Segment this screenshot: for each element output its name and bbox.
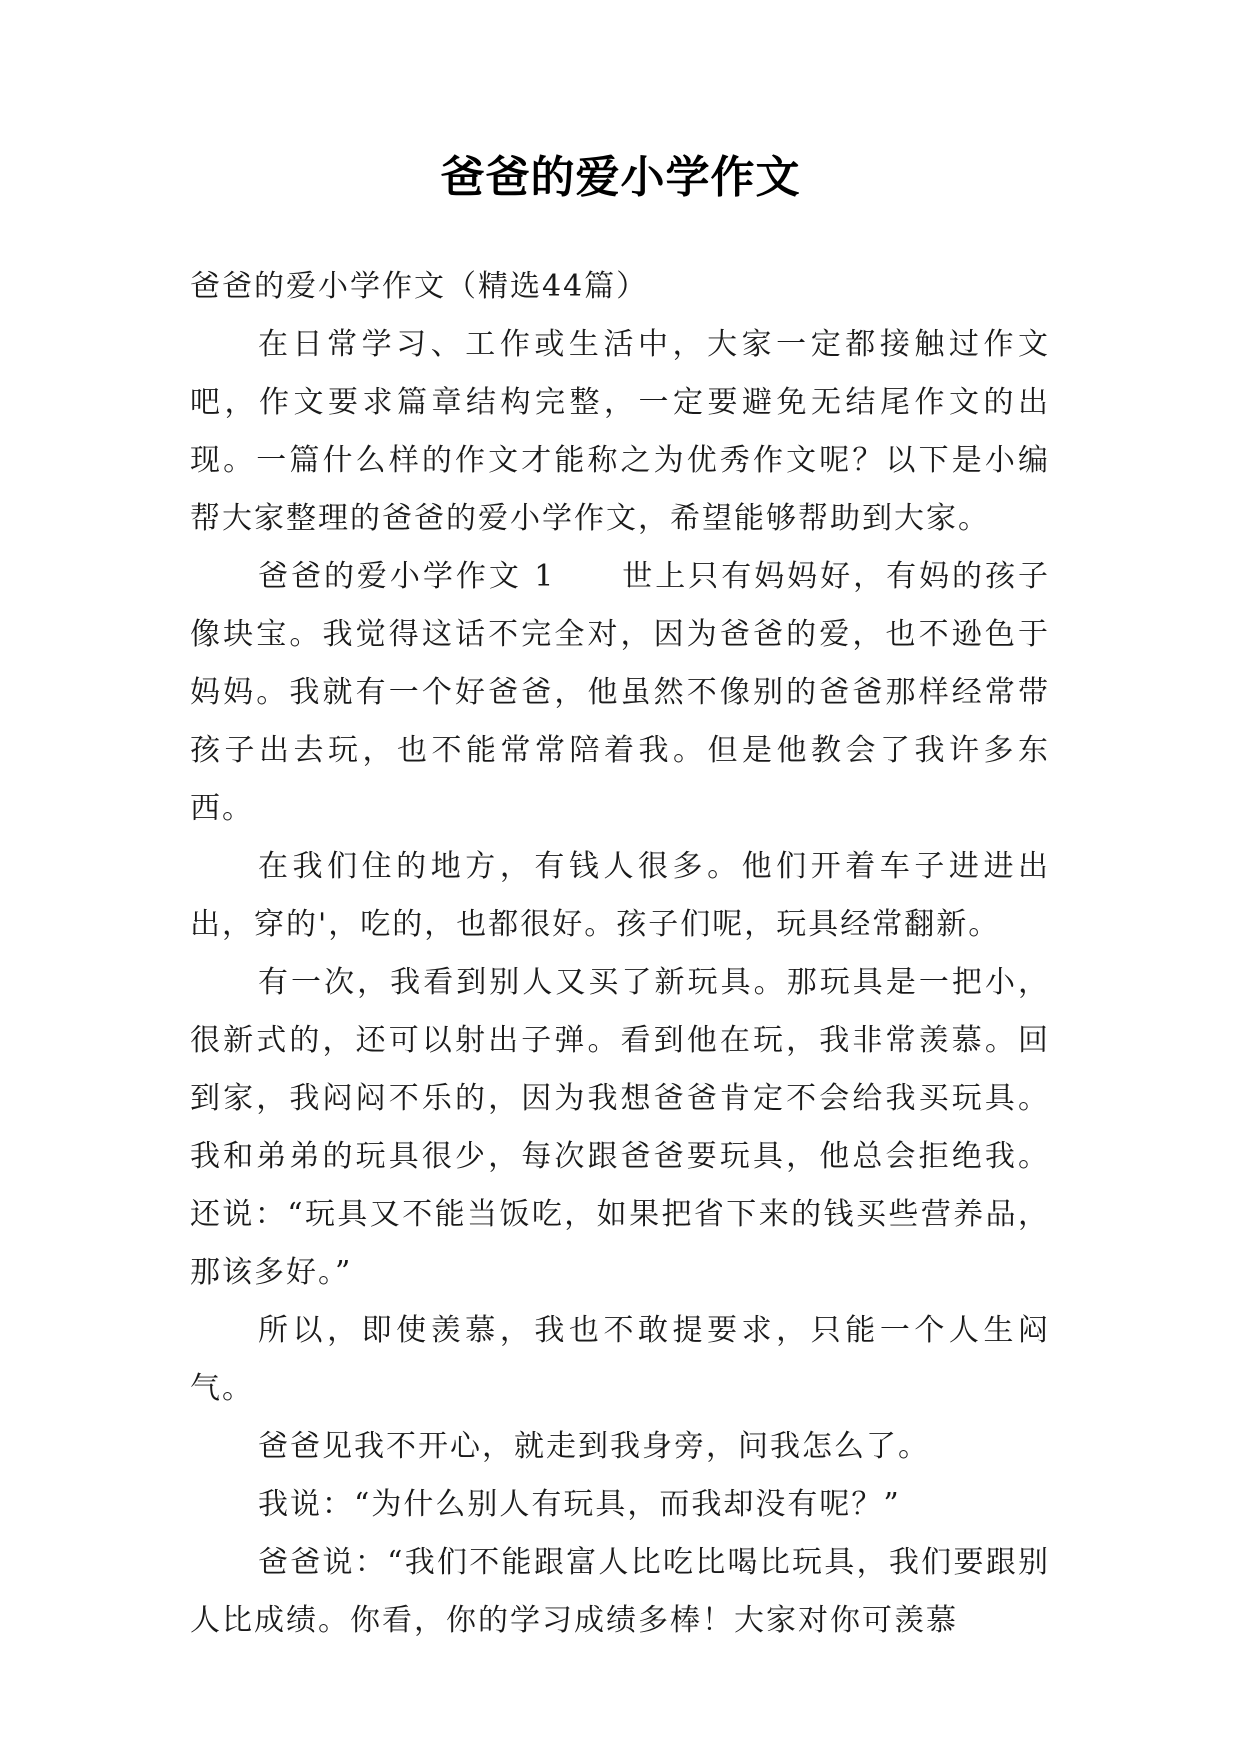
paragraph-dad-asks: 爸爸见我不开心，就走到我身旁，问我怎么了。 [258,1429,930,1464]
paragraph-intro: 在日常学习、工作或生活中，大家一定都接触过作文吧，作文要求篇章结构完整，一定要避免无结尾作文的出现。一篇什么样的作文才能称之为优秀作文呢？以下是小编帮大家整理的爸爸的爱小学作文，希望能够帮助到大家。 [190,327,1050,536]
paragraph-dad-answers: 爸爸说：“我们不能跟富人比吃比喝比玩具，我们要跟别人比成绩。你看，你的学习成绩多棒！大家对你可羡慕 [190,1545,1050,1638]
paragraph-i-ask: 我说：“为什么别人有玩具，而我却没有呢？” [258,1487,901,1522]
paragraph-sulking: 所以，即使羡慕，我也不敢提要求，只能一个人生闷气。 [190,1313,1050,1406]
document-body [190,258,1050,1650]
document-title: 爸爸的爱小学作文 [440,152,801,203]
paragraph-new-toy: 有一次，我看到别人又买了新玩具。那玩具是一把小，很新式的，还可以射出子弹。看到他在玩，我非常羡慕。回到家，我闷闷不乐的，因为我想爸爸肯定不会给我买玩具。我和弟弟的玩具很少，每次跟爸爸要玩具，他总会拒绝我。还说：“玩具又不能当饭吃，如果把省下来的钱买些营养品，那该多好。” [190,965,1050,1290]
paragraph-essay-1-opening: 爸爸的爱小学作文 1 世上只有妈妈好，有妈的孩子像块宝。我觉得这话不完全对，因为爸爸的爱，也不逊色于妈妈。我就有一个好爸爸，他虽然不像别的爸爸那样经常带孩子出去玩，也不能常常陪着我。但是他教会了我许多东西。 [190,559,1050,826]
paragraph-neighborhood: 在我们住的地方，有钱人很多。他们开着车子进进出出，穿的'，吃的，也都很好。孩子们呢，玩具经常翻新。 [190,849,1050,942]
document-subtitle: 爸爸的爱小学作文（精选44篇） [190,269,649,304]
